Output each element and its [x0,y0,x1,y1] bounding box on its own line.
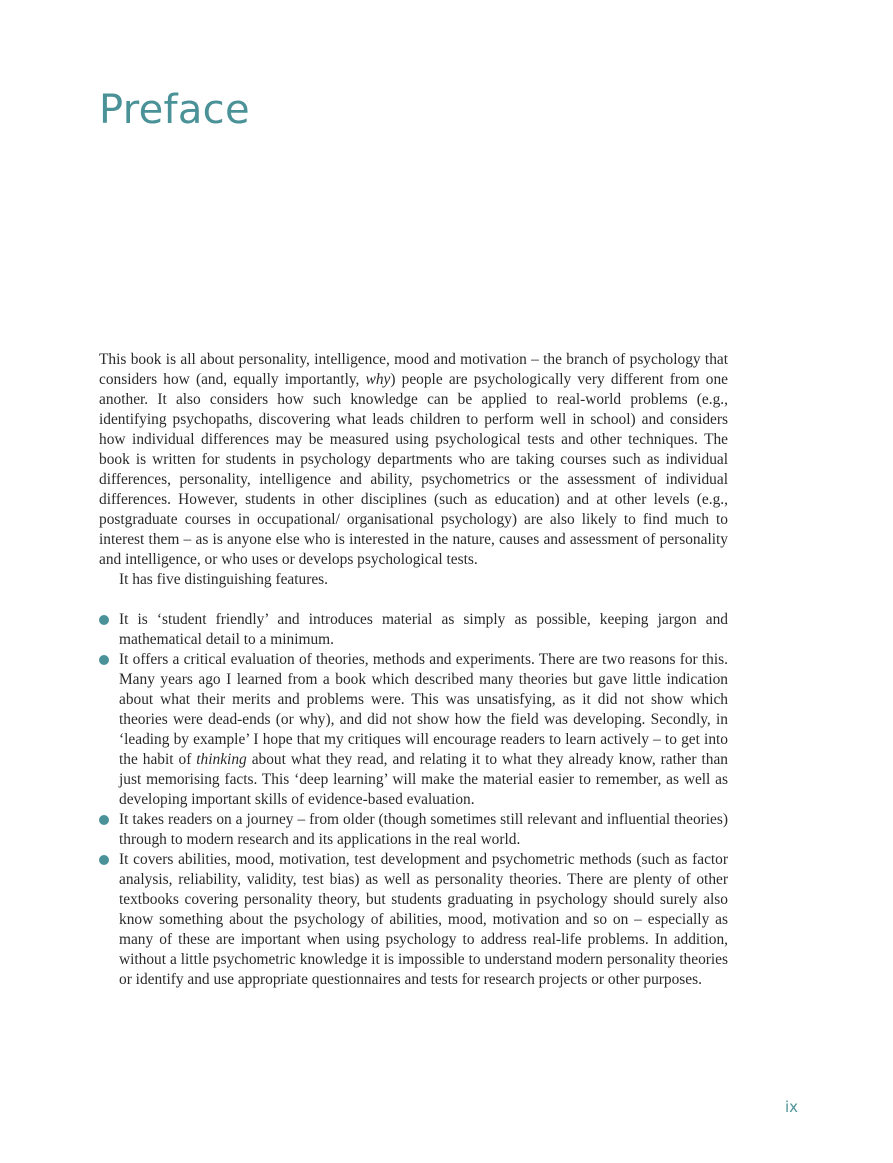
intro-paragraph [99,350,728,570]
bullet-text: It takes readers on a journey – from older (though sometimes still relevant and influential theories) through to modern research and its applications in the real world. [119,811,728,848]
bullet-dot-icon [99,655,109,665]
intro-text-part-2: ) people are psychologically very different from one another. It also considers how such knowledge can be applied to real-world problems (e.g., identifying psychopaths, discovering what leads children to perform well in school) and considers how individual differences may be measured using psychological tests and other techniques. The book is written for students in psychology departments who are taking courses such as individual differences, personality, intelligence and ability, psychometrics or the assessment of individual differences. However, students in other disciplines (such as education) and at other levels (e.g., postgraduate courses in occupational/ organisational psychology) are also likely to find much to interest them – as is anyone else who is interested in the nature, causes and assessment of personality and intelligence, or who uses or develops psychological tests. [99,371,729,568]
bullet-dot-icon [99,855,109,865]
page-number: ix [785,1098,799,1116]
bullet-emphasis-thinking: thinking [196,751,247,768]
bullet-dot-icon [99,815,109,825]
list-item [99,650,728,810]
bullet-text: It is ‘student friendly’ and introduces material as simply as possible, keeping jargon and mathematical detail to a minimum. [119,611,728,648]
bullet-text-part-2: about what they read, and relating it to what they already know, rather than just memorising facts. This ‘deep learning’ will make the material easier to remember, as well as developing important skills of evidence-based evaluation. [119,751,728,808]
intro-emphasis-why: why [365,371,391,388]
list-item [99,850,728,990]
bullet-text-part-1: It offers a critical evaluation of theories, methods and experiments. There are two reasons for this. Many years ago I learned from a book which described many theories but gave little indication about what their merits and problems were. This was unsatisfying, as it did not show which theories were dead-ends (or why), and did not show how the field was developing. Secondly, in ‘leading by example’ I hope that my critiques will encourage readers to learn actively – to get into the habit of [119,651,728,768]
preface-body [99,350,728,990]
bullet-text: It covers abilities, mood, motivation, test development and psychometric methods (such as factor analysis, reliability, validity, test bias) as well as personality theories. There are plenty of other textbooks covering personality theory, but students graduating in psychology should surely also know something about the psychology of abilities, mood, motivation and so on – especially as many of these are important when using psychology to address real-life problems. In addition, without a little psychometric knowledge it is impossible to understand modern personality theories or identify and use appropriate questionnaires and tests for research projects or other purposes. [119,851,728,988]
features-intro: It has five distinguishing features. [119,571,329,588]
page-title: Preface [99,87,250,133]
features-list [99,610,728,990]
list-item [99,610,728,650]
list-item [99,810,728,850]
bullet-dot-icon [99,615,109,625]
intro-text-part-1: This book is all about personality, intelligence, mood and motivation – the branch of psychology that considers how (and, equally importantly, [99,351,728,388]
